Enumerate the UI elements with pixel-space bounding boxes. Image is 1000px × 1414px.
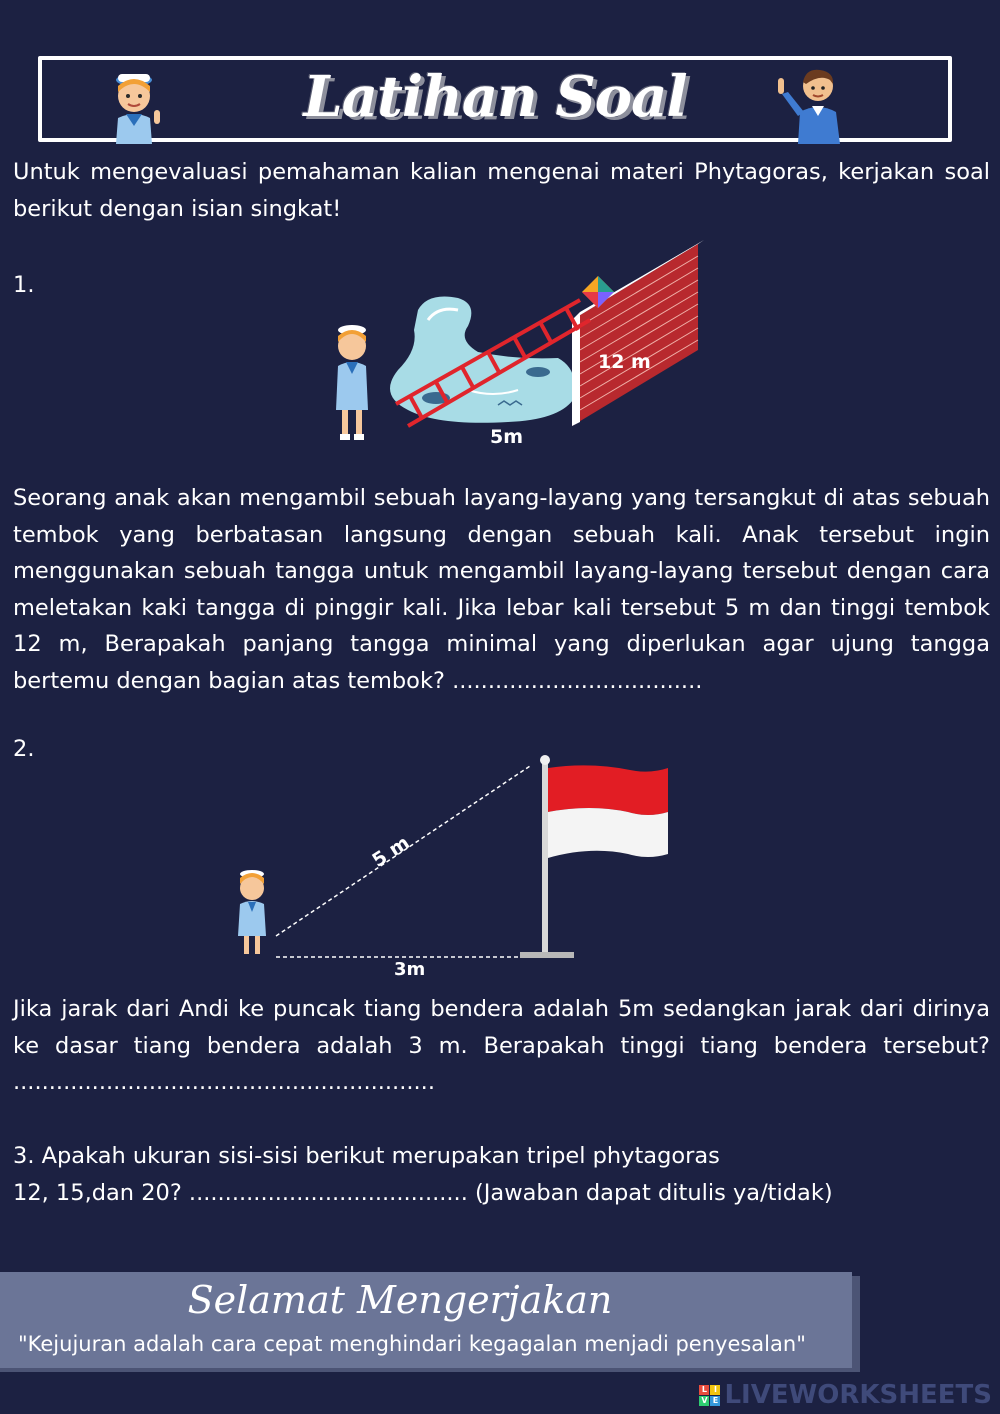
liveworksheets-logo-icon: L I V E — [699, 1385, 720, 1406]
question-2-text: Jika jarak dari Andi ke puncak tiang bendera adalah 5m sedangkan jarak dari dirinya ke dasar tiang bendera adalah 3 m. Berapakah tinggi tiang bendera tersebut? ........................................................... — [13, 996, 990, 1095]
indonesia-flag-icon — [548, 765, 668, 858]
teacher-character-icon — [776, 64, 852, 144]
title-box — [38, 56, 952, 142]
brand-text: LIVEWORKSHEETS — [724, 1380, 992, 1410]
question-2-number: 2. — [13, 736, 35, 762]
question-1-number: 1. — [13, 272, 35, 298]
question-1-text: Seorang anak akan mengambil sebuah layang-layang yang tersangkut di atas sebuah tembok yang berbatasan langsung dengan sebuah kali. Anak tersebut ingin menggunakan sebuah tangga untuk mengambil layang-layang tersebut dengan cara meletakan kaki tangga di pinggir kali. Jika lebar kali tersebut 5 m dan tinggi tembok 12 m, Berapakah panjang tangga minimal yang diperlukan agar ujung tangga bertemu dengan bagian atas tembok? ................................... — [13, 485, 990, 694]
intro-text: Untuk mengevaluasi pemahaman kalian mengenai materi Phytagoras, kerjakan soal berikut dengan isian singkat! — [13, 159, 990, 222]
label-base: 3m — [394, 959, 426, 980]
label-river-width: 5m — [490, 426, 524, 448]
boy-character-icon — [104, 66, 174, 144]
flagpole-figure — [230, 750, 680, 980]
boy-character-icon — [336, 325, 368, 440]
footer-title: Selamat Mengerjakan — [187, 1278, 613, 1322]
question-3-line-2: 12, 15,dan 20? ....................................... (Jawaban dapat ditulis ya/tidak) — [13, 1180, 833, 1206]
brick-wall — [572, 240, 704, 426]
ladder-wall-figure — [318, 240, 708, 450]
footer-banner — [0, 1272, 852, 1368]
river-shape — [390, 297, 575, 423]
page-title: Latihan Soal — [303, 64, 687, 130]
footer-quote: "Kejujuran adalah cara cepat menghindari kegagalan menjadi penyesalan" — [18, 1332, 806, 1356]
label-wall-height: 12 m — [598, 351, 651, 373]
question-3-line-1: 3. Apakah ukuran sisi-sisi berikut merupakan tripel phytagoras — [13, 1143, 720, 1169]
label-hypotenuse: 5 m — [368, 831, 414, 872]
liveworksheets-brand[interactable] — [699, 1380, 992, 1410]
boy-character-icon — [238, 870, 266, 954]
